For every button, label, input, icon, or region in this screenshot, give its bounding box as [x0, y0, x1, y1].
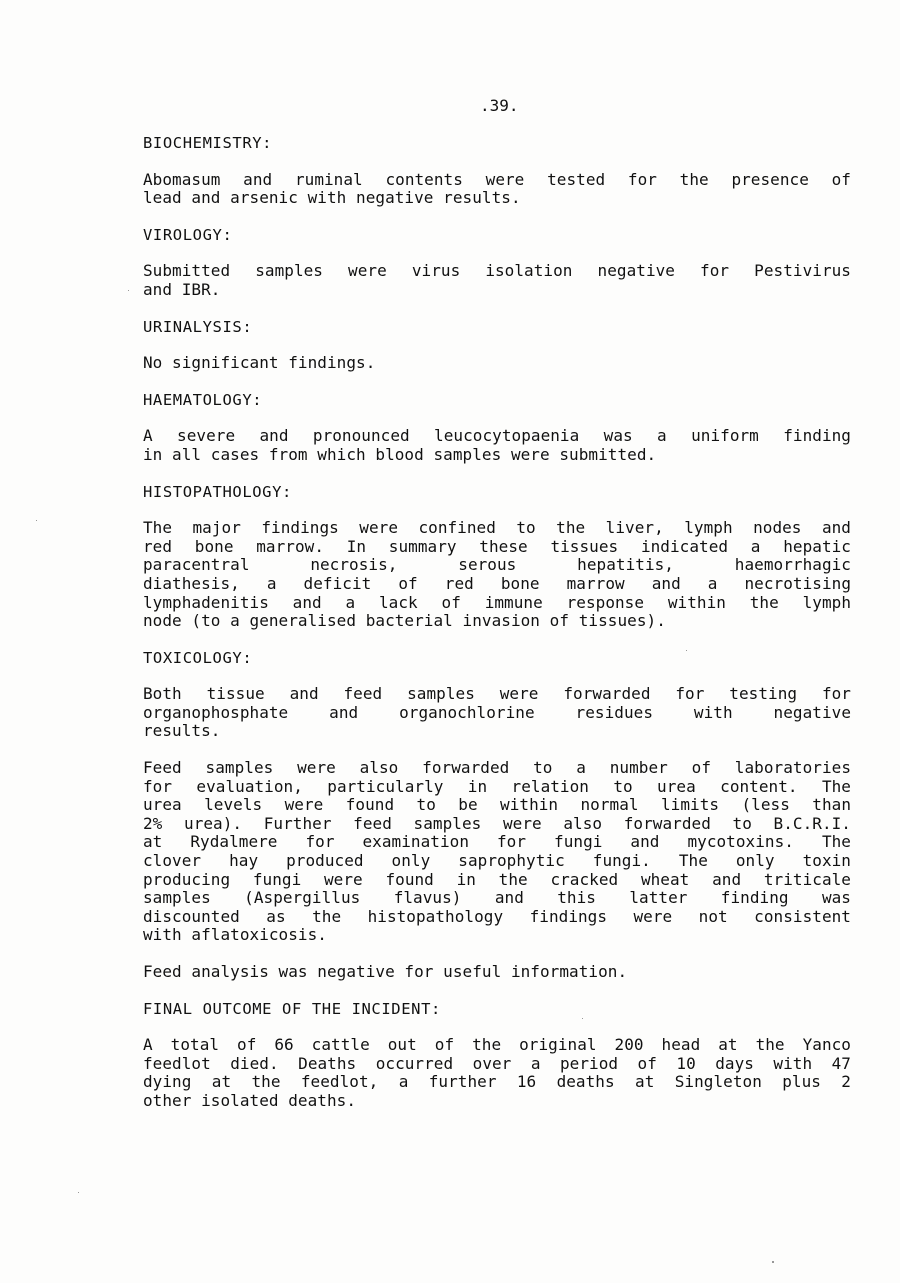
- text-line: diathesis, a deficit of red bone marrow and a necrotising: [143, 573, 851, 593]
- text-line: organophosphate and organochlorine residues with negative: [143, 702, 851, 722]
- text-line: producing fungi were found in the cracked wheat and triticale: [143, 869, 851, 889]
- scan-speck: [772, 1261, 774, 1263]
- body-paragraph: [143, 519, 851, 631]
- body-paragraph: [143, 354, 851, 373]
- body-paragraph: [143, 1036, 851, 1110]
- section-heading: HAEMATOLOGY:: [143, 390, 263, 409]
- scan-speck: [582, 1018, 583, 1019]
- scan-speck: [128, 290, 129, 291]
- body-paragraph: [143, 685, 851, 741]
- text-line: and IBR.: [143, 279, 221, 299]
- text-line: Abomasum and ruminal contents were tested for the presence of: [143, 169, 851, 189]
- text-line: red bone marrow. In summary these tissues indicated a hepatic: [143, 536, 851, 556]
- text-line: samples (Aspergillus flavus) and this latter finding was: [143, 888, 851, 908]
- text-line: lymphadenitis and a lack of immune response within the lymph: [143, 592, 851, 612]
- text-line: feedlot died. Deaths occurred over a period of 10 days with 47: [143, 1053, 851, 1073]
- text-line: discounted as the histopathology findings were not consistent: [143, 906, 851, 926]
- body-paragraph: [143, 171, 851, 208]
- text-line: No significant findings.: [143, 353, 376, 373]
- body-paragraph: [143, 427, 851, 464]
- scan-speck: [78, 1192, 79, 1193]
- body-paragraph: [143, 759, 851, 945]
- section-heading: FINAL OUTCOME OF THE INCIDENT:: [143, 999, 441, 1018]
- section-heading: BIOCHEMISTRY:: [143, 134, 273, 152]
- scan-speck: [686, 650, 687, 651]
- text-line: The major findings were confined to the liver, lymph nodes and: [143, 518, 851, 538]
- body-paragraph: [143, 963, 851, 982]
- document-body: [143, 134, 851, 1129]
- section-heading: HISTOPATHOLOGY:: [143, 482, 292, 501]
- text-line: 2% urea). Further feed samples were also forwarded to B.C.R.I.: [143, 813, 851, 833]
- text-line: urea levels were found to be within normal limits (less than: [143, 795, 851, 815]
- text-line: other isolated deaths.: [143, 1090, 357, 1110]
- text-line: Feed analysis was negative for useful information.: [143, 962, 628, 981]
- text-line: results.: [143, 721, 221, 741]
- text-line: paracentral necrosis, serous hepatitis, haemorrhagic: [143, 555, 851, 575]
- text-line: Submitted samples were virus isolation negative for Pestivirus: [143, 261, 851, 281]
- body-paragraph: [143, 262, 851, 299]
- text-line: clover hay produced only saprophytic fungi. The only toxin: [143, 851, 851, 871]
- text-line: for evaluation, particularly in relation to urea content. The: [143, 776, 851, 796]
- text-line: with aflatoxicosis.: [143, 925, 327, 945]
- page-number-text: .39.: [480, 96, 519, 115]
- page-number: [0, 96, 900, 115]
- text-line: lead and arsenic with negative results.: [143, 188, 521, 208]
- text-line: in all cases from which blood samples were submitted.: [143, 444, 657, 464]
- section-heading: URINALYSIS:: [143, 317, 253, 336]
- section-heading: TOXICOLOGY:: [143, 648, 253, 667]
- text-line: at Rydalmere for examination for fungi and mycotoxins. The: [143, 832, 851, 852]
- text-line: Both tissue and feed samples were forwarded for testing for: [143, 684, 851, 704]
- text-line: A severe and pronounced leucocytopaenia was a uniform finding: [143, 426, 851, 446]
- text-line: dying at the feedlot, a further 16 deaths at Singleton plus 2: [143, 1072, 851, 1092]
- text-line: node (to a generalised bacterial invasion of tissues).: [143, 611, 666, 631]
- scan-speck: [36, 520, 37, 521]
- text-line: Feed samples were also forwarded to a number of laboratories: [143, 758, 851, 778]
- text-line: A total of 66 cattle out of the original 200 head at the Yanco: [143, 1035, 851, 1055]
- section-heading: VIROLOGY:: [143, 225, 233, 244]
